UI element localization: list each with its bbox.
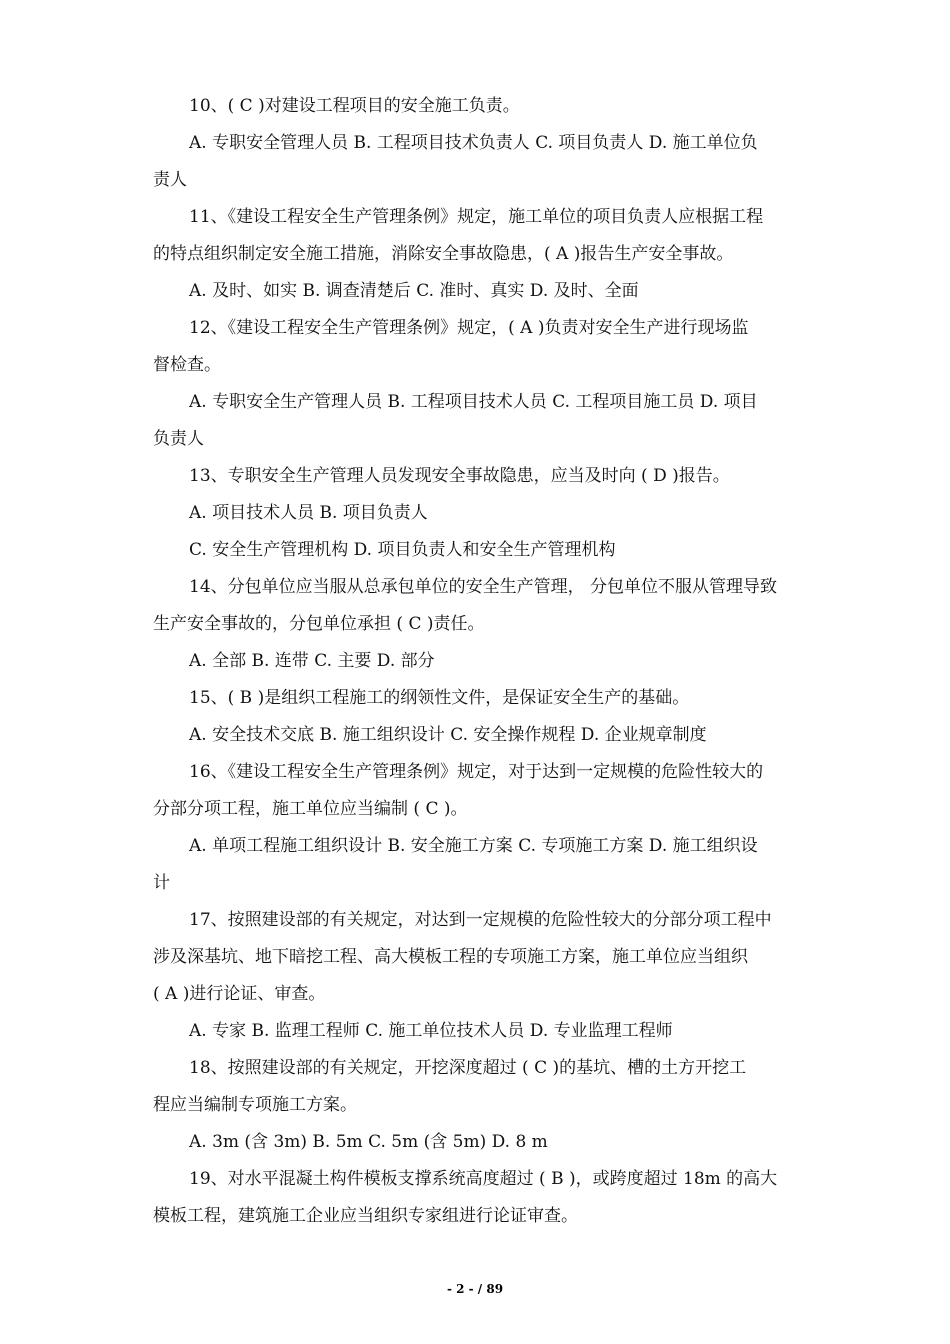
question-11-options: A. 及时、如实 B. 调查清楚后 C. 准时、真实 D. 及时、全面 — [189, 281, 639, 301]
question-16-cont: 分部分项工程，施工单位应当编制 ( C )。 — [153, 799, 468, 819]
question-14: 14、分包单位应当服从总承包单位的安全生产管理， 分包单位不服从管理导致 — [189, 577, 778, 597]
page-number: - 2 - / 89 — [446, 1282, 504, 1296]
question-18: 18、按照建设部的有关规定，开挖深度超过 ( C )的基坑、槽的土方开挖工 — [189, 1058, 747, 1078]
question-19-cont: 模板工程，建筑施工企业应当组织专家组进行论证审查。 — [153, 1206, 578, 1226]
question-10: 10、( C )对建设工程项目的安全施工负责。 — [189, 96, 520, 116]
question-15-options: A. 安全技术交底 B. 施工组织设计 C. 安全操作规程 D. 企业规章制度 — [189, 725, 707, 745]
question-16-options-cont: 计 — [153, 873, 170, 893]
question-13-options-ab: A. 项目技术人员 B. 项目负责人 — [189, 503, 428, 523]
question-16: 16、《建设工程安全生产管理条例》规定，对于达到一定规模的危险性较大的 — [189, 762, 764, 782]
question-12-cont: 督检查。 — [153, 355, 221, 375]
question-16-options: A. 单项工程施工组织设计 B. 安全施工方案 C. 专项施工方案 D. 施工组织设 — [189, 836, 758, 856]
question-13-options-cd: C. 安全生产管理机构 D. 项目负责人和安全生产管理机构 — [189, 540, 616, 560]
question-18-options: A. 3m (含 3m) B. 5m C. 5m (含 5m) D. 8 m — [189, 1132, 548, 1152]
question-17-options: A. 专家 B. 监理工程师 C. 施工单位技术人员 D. 专业监理工程师 — [189, 1021, 673, 1041]
question-14-cont: 生产安全事故的，分包单位承担 ( C )责任。 — [153, 614, 485, 634]
question-12: 12、《建设工程安全生产管理条例》规定，( A )负责对安全生产进行现场监 — [189, 318, 749, 338]
question-17: 17、按照建设部的有关规定，对达到一定规模的危险性较大的分部分项工程中 — [189, 910, 772, 930]
question-12-options: A. 专职安全生产管理人员 B. 工程项目技术人员 C. 工程项目施工员 D. 项目 — [189, 392, 758, 412]
question-15: 15、( B )是组织工程施工的纲领性文件，是保证安全生产的基础。 — [189, 688, 690, 708]
question-18-cont: 程应当编制专项施工方案。 — [153, 1095, 357, 1115]
document-body — [153, 88, 833, 1235]
question-19: 19、对水平混凝土构件模板支撑系统高度超过 ( B )，或跨度超过 18m 的高大 — [189, 1169, 778, 1189]
question-11-cont: 的特点组织制定安全施工措施，消除安全事故隐患，( A )报告生产安全事故。 — [153, 244, 734, 264]
question-17-cont-2: ( A )进行论证、审查。 — [153, 984, 326, 1004]
question-14-options: A. 全部 B. 连带 C. 主要 D. 部分 — [189, 651, 435, 671]
question-17-cont: 涉及深基坑、地下暗挖工程、高大模板工程的专项施工方案，施工单位应当组织 — [153, 947, 748, 967]
question-13: 13、专职安全生产管理人员发现安全事故隐患，应当及时向 ( D )报告。 — [189, 466, 730, 486]
question-11: 11、《建设工程安全生产管理条例》规定，施工单位的项目负责人应根据工程 — [189, 207, 764, 227]
question-10-options-cont: 责人 — [153, 170, 187, 190]
question-10-options: A. 专职安全管理人员 B. 工程项目技术负责人 C. 项目负责人 D. 施工单位负 — [189, 133, 758, 153]
question-12-options-cont: 负责人 — [153, 429, 204, 449]
